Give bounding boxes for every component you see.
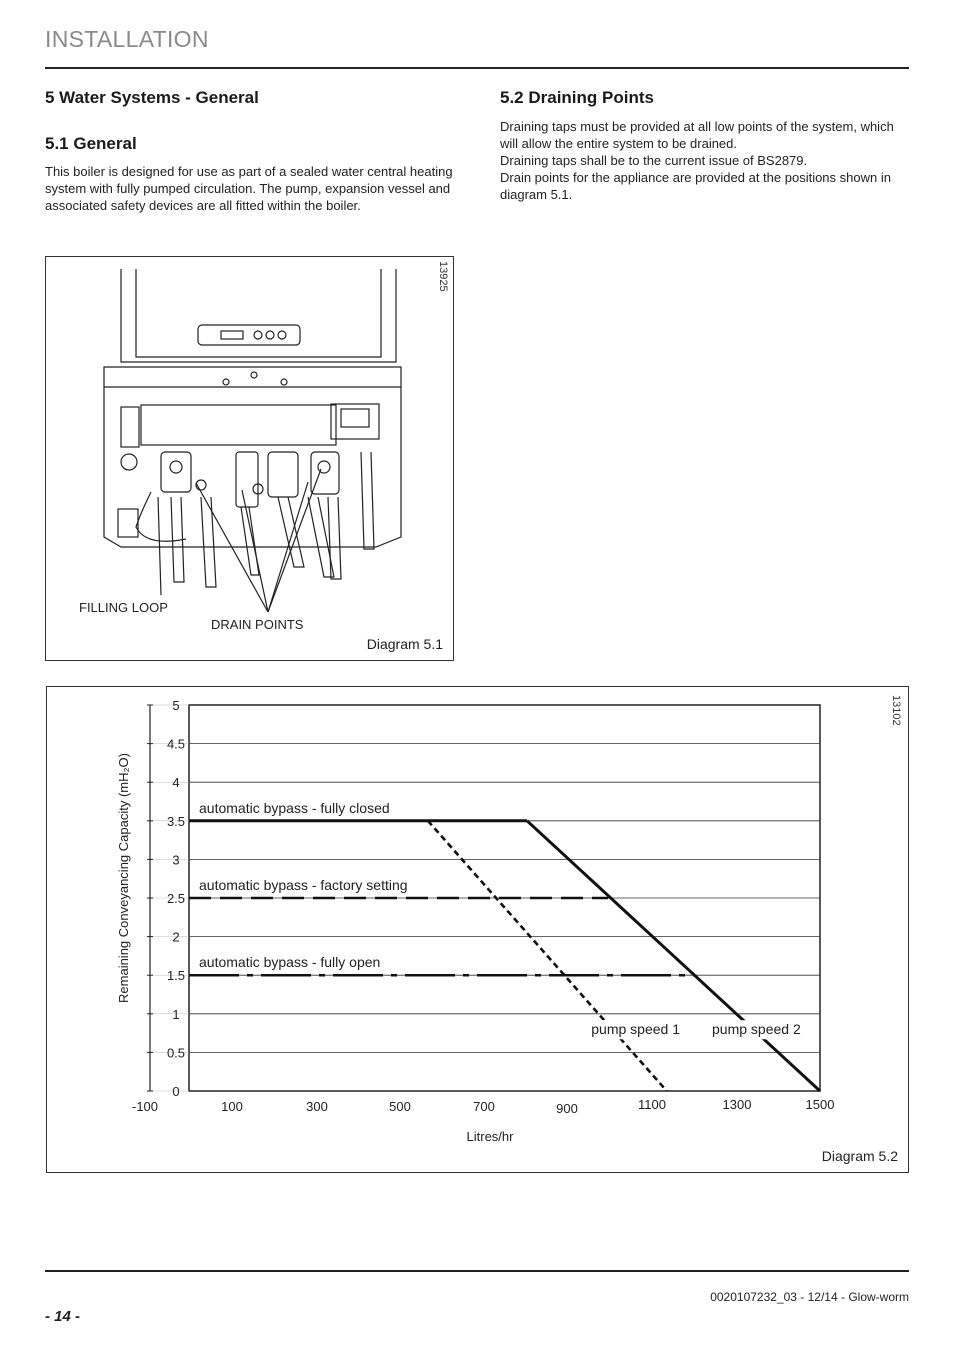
y-tick-label: 4 [172,775,180,791]
diagram-5-2 [46,686,909,1173]
pump-capacity-chart [47,687,908,1172]
x-tick-label: 700 [473,1099,495,1114]
y-tick-label: 1 [172,1006,180,1022]
y-tick-label: 1.5 [166,968,186,984]
draining-line-2: Draining taps shall be to the current issue of BS2879. [500,153,808,168]
x-tick-label: 500 [389,1099,411,1114]
diagram-5-1-id: 13925 [437,261,449,292]
footer-reference: 0020107232_03 - 12/14 - Glow-worm [710,1290,909,1304]
x-axis-label: Litres/hr [466,1129,514,1144]
x-tick-label: 1500 [805,1097,835,1112]
y-tick-label: 2.5 [166,891,186,906]
x-tick-label: 1100 [638,1097,666,1112]
y-tick-label: 3.5 [166,813,186,829]
general-paragraph: This boiler is designed for use as part of a sealed water central heating system with fully pumped circulation. The pump, expansion vessel and associated safety devices are all fitted within the boiler. [45,164,453,213]
diagram-5-2-id: 13102 [890,695,902,726]
draining-line-1: Draining taps must be provided at all low points of the system, which will allow the entire system to be drained. [500,119,894,151]
diagram-5-2-caption: Diagram 5.2 [821,1148,898,1164]
chart-annotation: automatic bypass - fully closed [199,799,390,816]
section-heading: 5 Water Systems - General [45,88,259,107]
y-tick-label: 4.5 [166,736,186,752]
x-tick-label: 900 [556,1101,578,1116]
subsection-heading-general: 5.1 General [45,134,137,153]
y-axis-label: Remaining Conveyancing Capacity (mH₂O) [116,753,131,1003]
chart-annotation: pump speed 2 [712,1021,801,1038]
y-tick-label: 3 [172,852,180,868]
y-tick-label: 0 [172,1084,180,1099]
chart-annotation: pump speed 1 [591,1021,680,1038]
draining-paragraph [500,118,910,203]
x-tick-label: -100 [131,1099,159,1114]
page-header-title: INSTALLATION [45,26,209,52]
subsection-heading-draining: 5.2 Draining Points [500,88,654,107]
x-tick-label: 300 [306,1099,328,1114]
y-tick-label: 0.5 [166,1045,186,1061]
header-rule [45,67,909,69]
x-tick-label: 100 [221,1099,243,1114]
page-number: - 14 - [45,1308,81,1325]
draining-line-3: Drain points for the appliance are provided at the positions shown in diagram 5.1. [500,170,891,202]
series-line-4 [428,821,667,1091]
chart-annotation: automatic bypass - fully open [199,954,381,971]
x-tick-label: 1300 [722,1097,752,1112]
diagram-5-1-caption: Diagram 5.1 [366,636,443,652]
footer-rule [45,1270,909,1272]
series-line-5 [527,821,820,1091]
drain-points-label: DRAIN POINTS [211,617,304,632]
diagram-5-1 [45,256,454,661]
boiler-illustration [46,257,453,660]
y-tick-label: 2 [172,929,180,945]
chart-annotation: automatic bypass - factory setting [199,877,408,893]
y-tick-label: 5 [172,698,180,713]
filling-loop-label: FILLING LOOP [79,600,168,615]
